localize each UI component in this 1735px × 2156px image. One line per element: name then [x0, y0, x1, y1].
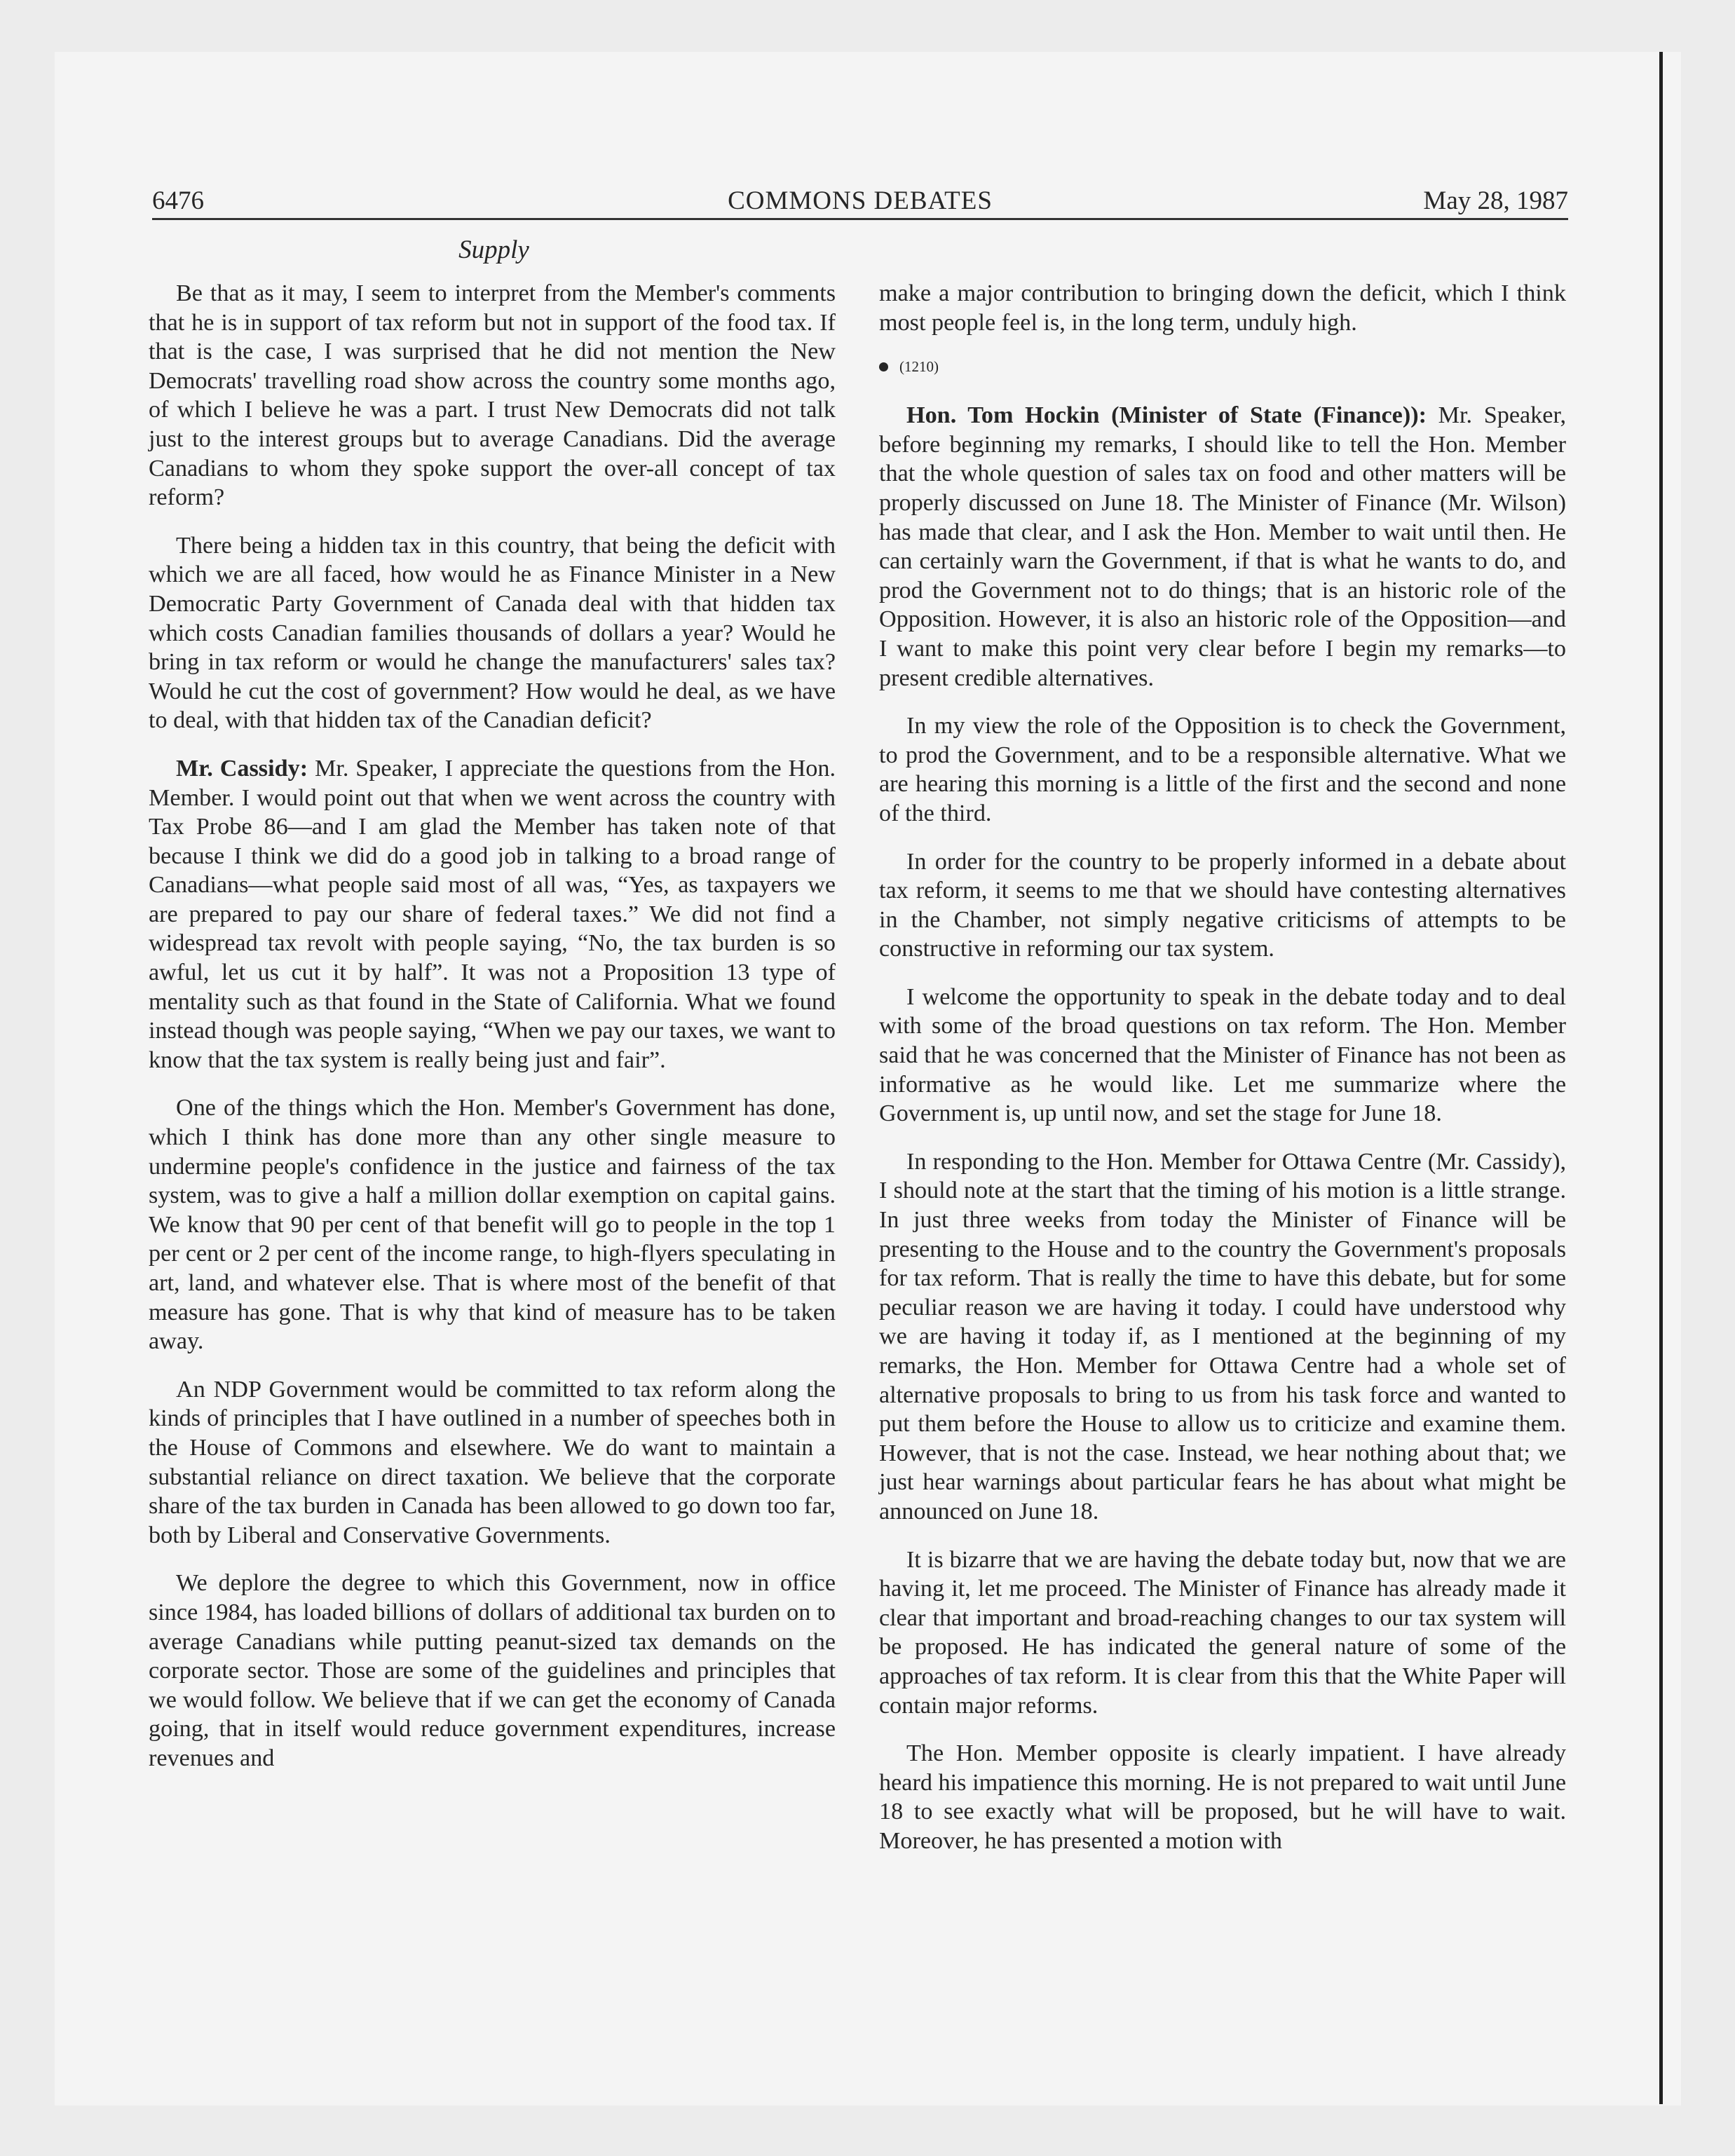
paragraph-text: make a major contribution to bringing down the deficit, which I think most people feel is, in the long term, unduly high. — [879, 280, 1566, 336]
paragraph — [149, 1569, 836, 1773]
header-rule — [152, 218, 1568, 220]
paragraph — [879, 1546, 1566, 1721]
paragraph-text: It is bizarre that we are having the debate today but, now that we are having it, let me proceed. The Minister of Finance has already made it clear that important and broad-reaching changes to our tax system will be proposed. He has indicated the general nature of some of the approaches of tax reform. It is clear from this that the White Paper will contain major reforms. — [879, 1546, 1566, 1719]
paragraph — [149, 531, 836, 735]
section-title: Supply — [458, 236, 529, 264]
page-edge-rule — [1659, 52, 1663, 2104]
left-column — [149, 279, 836, 1792]
paragraph — [879, 1147, 1566, 1527]
paragraph — [879, 983, 1566, 1128]
paragraph — [149, 1093, 836, 1356]
paragraph — [879, 711, 1566, 828]
paragraph-text: An NDP Government would be committed to tax reform along the kinds of principles that I have outlined in a number of speeches both in the House of Commons and elsewhere. We do want to maintain a substantial reliance on direct taxation. We believe that the corporate share of the tax burden in Canada has been allowed to go down too far, both by Liberal and Conservative Governments. — [149, 1376, 836, 1548]
paragraph-text: We deplore the degree to which this Government, now in office since 1984, has loaded billions of dollars of additional tax burden on to average Canadians while putting peanut-sized tax demands on the corporate sector. Those are some of the guidelines and principles that we would follow. We believe that if we can get the economy of Canada going, that in itself would reduce government expenditures, increase revenues and — [149, 1570, 836, 1771]
paragraph — [879, 1739, 1566, 1855]
publication-date: May 28, 1987 — [1423, 186, 1568, 215]
speaker-name: Mr. Cassidy: — [176, 755, 308, 782]
journal-title: COMMONS DEBATES — [728, 186, 993, 215]
paragraph — [149, 754, 836, 1075]
page-number: 6476 — [152, 186, 204, 215]
paragraph-text: Be that as it may, I seem to interpret from the Member's comments that he is in support of tax reform but not in support of the food tax. If that is the case, I was surprised that he did not mention the New Democrats' travelling road show across the country some months ago, of which I believe he was a part. I trust New Democrats did not talk just to the interest groups but to average Canadians. Did the average Canadians to whom they spoke support the over-all concept of tax reform? — [149, 280, 836, 511]
timestamp-text: (1210) — [899, 358, 939, 376]
paragraph — [879, 401, 1566, 692]
paragraph — [149, 1375, 836, 1550]
timestamp-marker — [879, 356, 1566, 377]
paragraph-text: There being a hidden tax in this country, that being the deficit with which we are all faced, how would he as Finance Minister in a New Democratic Party Government of Canada deal with that hidden tax which costs Canadian families thousands of dollars a year? Would he bring in tax reform or would he change the manufacturers' sales tax? Would he cut the cost of government? How would he deal, as we have to deal, with that hidden tax of the Canadian deficit? — [149, 532, 836, 734]
paragraph-text: In order for the country to be properly informed in a debate about tax reform, it seems to me that we should have contesting alternatives in the Chamber, not simply negative criticisms of attempts to be constructive in reforming our tax system. — [879, 848, 1566, 962]
paragraph-text: In responding to the Hon. Member for Ottawa Centre (Mr. Cassidy), I should note at the start that the timing of his motion is a little strange. In just three weeks from today the Minister of Finance will be presenting to the House and to the country the Government's proposals for tax reform. That is really the time to have this debate, but for some peculiar reason we are having it today. I could have understood why we are having it today if, as I mentioned at the beginning of my remarks, the Hon. Member for Ottawa Centre had a whole set of alternative proposals to bring to us from his task force and wanted to put them before the House to allow us to criticize and examine them. However, that is not the case. Instead, we hear nothing about that; we just hear warnings about particular fears he has about what might be announced on June 18. — [879, 1148, 1566, 1524]
paragraph-text: One of the things which the Hon. Member's Government has done, which I think has done more than any other single measure to undermine people's confidence in the justice and fairness of the tax system, was to give a half a million dollar exemption on capital gains. We know that 90 per cent of that benefit will go to people in the top 1 per cent or 2 per cent of the income range, to high-flyers speculating in art, land, and whatever else. That is where most of the benefit of that measure has gone. That is why that kind of measure has to be taken away. — [149, 1095, 836, 1355]
paragraph-text: The Hon. Member opposite is clearly impatient. I have already heard his impatience this morning. He is not prepared to wait until June 18 to see exactly what will be proposed, but he will have to wait. Moreover, he has presented a motion with — [879, 1740, 1566, 1854]
paragraph-text: In my view the role of the Opposition is to check the Government, to prod the Government, and to be a responsible alternative. What we are hearing this morning is a little of the first and the second and none of the third. — [879, 713, 1566, 826]
bullet-icon — [879, 362, 888, 371]
continued-paragraph — [879, 279, 1566, 337]
paragraph — [149, 279, 836, 512]
page-header — [152, 184, 1568, 219]
speaker-name: Hon. Tom Hockin (Minister of State (Finance)): — [906, 402, 1427, 429]
paragraph-text: Mr. Speaker, I appreciate the questions from the Hon. Member. I would point out that when we went across the country with Tax Probe 86—and I am glad the Member has taken note of that because I think we did do a good job in talking to a broad range of Canadians—what people said most of all was, “Yes, as taxpayers we are prepared to pay our share of federal taxes.” We did not find a widespread tax revolt with people saying, “No, the tax burden is so awful, let us cut it by half”. It was not a Proposition 13 type of mentality such as that found in the State of California. What we found instead though was people saying, “When we pay our taxes, we want to know that the tax system is really being just and fair”. — [149, 755, 836, 1073]
paragraph-text: I welcome the opportunity to speak in the debate today and to deal with some of the broad questions on tax reform. The Hon. Member said that he was concerned that the Minister of Finance has not been as informative as he would like. Let me summarize where the Government is, up until now, and set the stage for June 18. — [879, 983, 1566, 1127]
paragraph-text: Mr. Speaker, before beginning my remarks, I should like to tell the Hon. Member that the whole question of sales tax on food and other matters will be properly discussed on June 18. The Minister of Finance (Mr. Wilson) has made that clear, and I ask the Hon. Member to wait until then. He can certainly warn the Government, if that is what he wants to do, and prod the Government not to do things; that is an historic role of the Opposition. However, it is also an historic role of the Opposition—and I want to make this point very clear before I begin my remarks—to present credible alternatives. — [879, 402, 1567, 691]
paragraph — [879, 847, 1566, 964]
right-column — [879, 279, 1566, 1875]
